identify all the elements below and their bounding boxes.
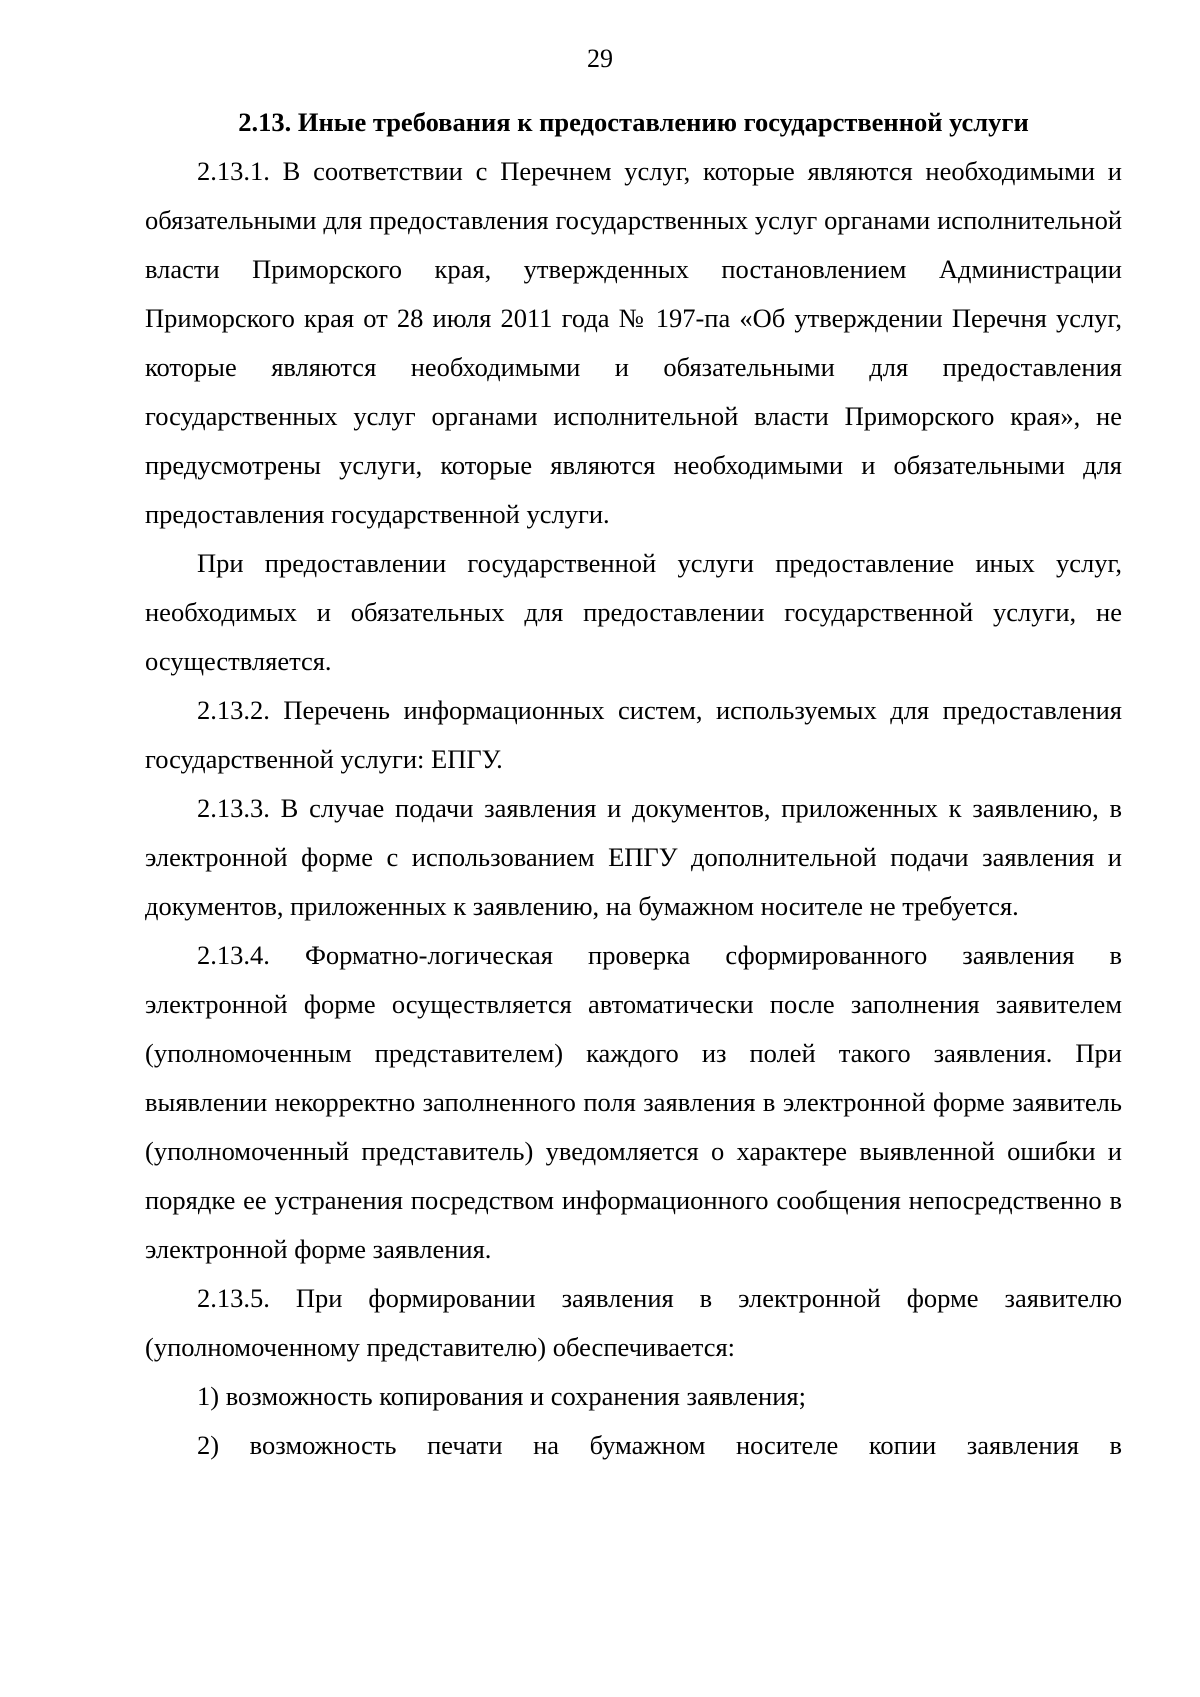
list-item-1: 1) возможность копирования и сохранения заявления; [197, 1381, 806, 1411]
paragraph-2-13-4: 2.13.4. Форматно-логическая проверка сформированного заявления в электронной форме осуществляется автоматически после заполнения заявителем (уполномоченным представителем) каждого из полей такого заявления. При выявлении некорректно заполненного поля заявления в электронной форме заявитель (уполномоченный представитель) уведомляется о характере выявленной ошибки и порядке ее устранения посредством информационного сообщения непосредственно в электронной форме заявления. [145, 940, 1122, 1264]
document-body [145, 98, 1122, 1470]
paragraph-2-13-2: 2.13.2. Перечень информационных систем, используемых для предоставления государственной услуги: ЕПГУ. [145, 695, 1122, 774]
paragraph-2-13-1: 2.13.1. В соответствии с Перечнем услуг, которые являются необходимыми и обязательными для предоставления государственных услуг органами исполнительной власти Приморского края, утвержденных постановлением Администрации Приморского края от 28 июля 2011 года № 197-па «Об утверждении Перечня услуг, которые являются необходимыми и обязательными для предоставления государственных услуг органами исполнительной власти Приморского края», не предусмотрены услуги, которые являются необходимыми и обязательными для предоставления государственной услуги. [145, 156, 1122, 529]
paragraph-2-13-5: 2.13.5. При формировании заявления в электронной форме заявителю (уполномоченному представителю) обеспечивается: [145, 1283, 1122, 1362]
page-number: 29 [587, 44, 613, 73]
section-heading: 2.13. Иные требования к предоставлению государственной услуги [238, 107, 1029, 137]
paragraph-2-13-3: 2.13.3. В случае подачи заявления и документов, приложенных к заявлению, в электронной форме с использованием ЕПГУ дополнительной подачи заявления и документов, приложенных к заявлению, на бумажном носителе не требуется. [145, 793, 1122, 921]
list-item-2: 2) возможность печати на бумажном носителе копии заявления в [197, 1430, 1122, 1460]
paragraph-other-services: При предоставлении государственной услуги предоставление иных услуг, необходимых и обязательных для предоставлении государственной услуги, не осуществляется. [145, 548, 1122, 676]
